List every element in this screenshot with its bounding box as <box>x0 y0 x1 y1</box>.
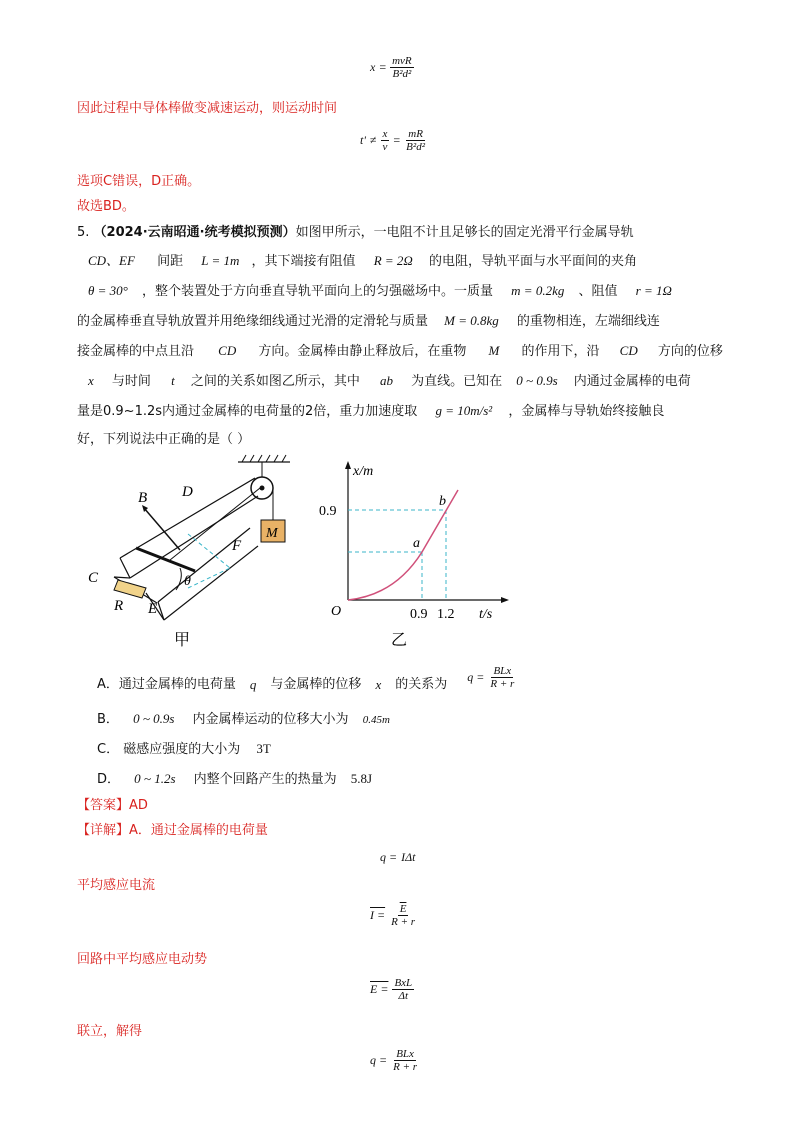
text: 方向。金属棒由静止释放后，在重物 <box>258 344 467 359</box>
denominator: R + r <box>391 916 416 928</box>
text: 的作用下，沿 <box>521 344 600 359</box>
eq-lhs: x <box>370 60 376 74</box>
text: 间距 <box>157 254 184 269</box>
figure-jia <box>80 450 310 660</box>
x-tick-label-1: 0.9 <box>410 607 428 622</box>
x-axis-arrow <box>501 597 509 603</box>
point-b-label: b <box>439 494 446 509</box>
label-B: B <box>138 490 148 506</box>
text: 内通过金属棒的电荷 <box>573 374 691 389</box>
eq-lhs: q = <box>380 850 398 864</box>
text: ，金属棒与导轨始终接触良 <box>508 404 665 419</box>
detail-tag: 【详解】 <box>77 823 130 838</box>
option-label: D． <box>97 772 121 787</box>
question-number: 5. <box>77 225 90 240</box>
text: 通过金属棒的电荷量 <box>118 677 236 692</box>
fraction <box>381 128 390 153</box>
numerator: BLx <box>396 1048 414 1060</box>
option-b <box>97 710 390 729</box>
numerator: BLx <box>493 664 512 677</box>
label-R: R <box>114 598 124 614</box>
math: 3T <box>256 741 271 756</box>
detail-line-1 <box>77 822 268 840</box>
option-label: A． <box>97 677 119 692</box>
denominator: R + r <box>490 677 515 690</box>
math: 5.8J <box>350 771 373 786</box>
eq-lhs: q = <box>370 1053 388 1067</box>
text: 量是0.9~1.2s内通过金属棒的电荷量的2倍，重力加速度取 <box>77 404 418 419</box>
option-label: C． <box>97 742 120 757</box>
math: ab <box>380 373 393 388</box>
numerator: x <box>382 128 388 140</box>
question-line-3 <box>88 282 672 301</box>
numerator: BxL <box>394 977 413 989</box>
text: 接金属棒的中点且沿 <box>77 344 195 359</box>
option-label: B． <box>97 712 119 727</box>
caption-jia: 甲 <box>174 632 191 649</box>
label-F: F <box>232 538 242 554</box>
option-c <box>97 740 271 759</box>
caption-yi: 乙 <box>391 632 408 649</box>
y-axis-label: x/m <box>353 464 374 479</box>
math: t <box>171 373 175 388</box>
math: CD、EF <box>88 253 135 268</box>
text-line: 平均感应电流 <box>77 878 156 893</box>
text-line: 选项C错误，D正确。 <box>77 174 201 189</box>
fraction <box>392 977 414 1002</box>
question-source: （2024·云南昭通·统考模拟预测） <box>93 225 296 240</box>
x-tick-label-2: 1.2 <box>437 607 455 622</box>
text-line: 回路中平均感应电动势 <box>77 952 208 967</box>
numerator: mR <box>408 128 423 140</box>
math: 0 ~ 0.9s <box>516 373 558 388</box>
text: 为直线。已知在 <box>411 374 503 389</box>
question-line-4 <box>77 312 660 331</box>
math: 0 ~ 1.2s <box>134 771 176 786</box>
mass-label: M <box>266 526 278 541</box>
answer-tag: 【答案】 <box>77 798 130 813</box>
x-axis-label: t/s <box>479 607 493 622</box>
answer-value: AD <box>129 798 148 813</box>
question-line-2 <box>88 252 637 271</box>
question-line-6 <box>88 372 691 391</box>
answer-line <box>77 797 148 815</box>
denominator: R + r <box>393 1061 418 1073</box>
math: q <box>249 677 257 692</box>
equation-time <box>360 128 427 153</box>
label-theta: θ <box>184 574 191 589</box>
question-line-7 <box>77 402 664 421</box>
text: A．通过金属棒的电荷量 <box>129 823 268 838</box>
eq-lhs: q = <box>467 670 485 684</box>
math: g = 10m/s² <box>435 403 493 418</box>
fraction <box>488 665 516 690</box>
denominator: B²d² <box>392 68 412 80</box>
text: 方向的位移 <box>657 344 723 359</box>
math: M <box>488 343 500 358</box>
math: 0 ~ 0.9s <box>133 711 175 726</box>
eq-lhs: t' <box>360 133 366 147</box>
fraction <box>391 1048 419 1073</box>
label-C: C <box>88 570 99 586</box>
eq-sign: = <box>393 133 401 147</box>
math: M = 0.8kg <box>444 313 499 328</box>
math: CD <box>218 343 237 358</box>
text: 的重物相连，左端细线连 <box>516 314 660 329</box>
eq-lhs: E = <box>370 982 389 996</box>
text: ，其下端接有阻值 <box>251 254 356 269</box>
equation-E <box>370 977 414 1002</box>
eq-lhs: I = <box>370 908 386 922</box>
numerator: $\overline{E}$ <box>399 903 407 915</box>
eq-sign: = <box>379 60 387 74</box>
text: 如图甲所示，一电阻不计且足够长的固定光滑平行金属导轨 <box>295 225 634 240</box>
text: 内整个回路产生的热量为 <box>193 772 337 787</box>
origin-label: O <box>331 604 342 619</box>
text: 之间的关系如图乙所示，其中 <box>190 374 360 389</box>
math: L = 1m <box>201 253 240 268</box>
fraction <box>404 128 427 153</box>
y-axis-arrow <box>345 461 351 469</box>
eq-sign: ≠ <box>369 133 377 147</box>
fraction <box>390 55 414 80</box>
math: CD <box>619 343 638 358</box>
question-line-8: 好，下列说法中正确的是（ ） <box>77 432 251 447</box>
y-tick-label: 0.9 <box>319 504 337 519</box>
text: 的金属棒垂直导轨放置并用绝缘细线通过光滑的定滑轮与质量 <box>77 314 429 329</box>
text: 的关系为 <box>395 677 448 692</box>
denominator: v <box>382 141 388 153</box>
equation-q <box>380 850 415 865</box>
fraction <box>389 903 417 928</box>
math: R = 2Ω <box>373 253 413 268</box>
math: r = 1Ω <box>635 283 672 298</box>
text: 、阻值 <box>578 284 618 299</box>
label-E: E <box>148 601 158 617</box>
text-line: 因此过程中导体棒做变减速运动，则运动时间 <box>77 101 338 116</box>
point-a-label: a <box>413 536 420 551</box>
figure-yi-chart <box>315 455 515 660</box>
eq-rhs: IΔt <box>401 850 416 864</box>
equation-I <box>370 903 417 928</box>
math: 0.45m <box>362 714 390 726</box>
math: x <box>88 373 94 388</box>
text: 的电阻，导轨平面与水平面间的夹角 <box>428 254 637 269</box>
option-a <box>97 664 516 694</box>
text: 与时间 <box>111 374 151 389</box>
question-line-1 <box>77 224 634 242</box>
text: ，整个装置处于方向垂直导轨平面向上的匀强磁场中。一质量 <box>142 284 494 299</box>
math: m = 0.2kg <box>511 283 565 298</box>
text-line: 联立，解得 <box>77 1024 143 1039</box>
option-d <box>97 770 372 789</box>
numerator: mvR <box>392 55 412 67</box>
text: 与金属棒的位移 <box>270 677 362 692</box>
text: 磁感应强度的大小为 <box>123 742 241 757</box>
denominator: B²d² <box>406 141 425 153</box>
label-D: D <box>182 484 193 500</box>
denominator: Δt <box>398 990 409 1002</box>
text: 内金属棒运动的位移大小为 <box>192 712 349 727</box>
equation-q-final <box>370 1048 419 1073</box>
question-line-5 <box>77 342 723 361</box>
math: x <box>375 677 382 692</box>
math: θ = 30° <box>88 283 128 298</box>
text-line: 故选BD。 <box>77 199 135 214</box>
equation-x <box>370 55 414 80</box>
